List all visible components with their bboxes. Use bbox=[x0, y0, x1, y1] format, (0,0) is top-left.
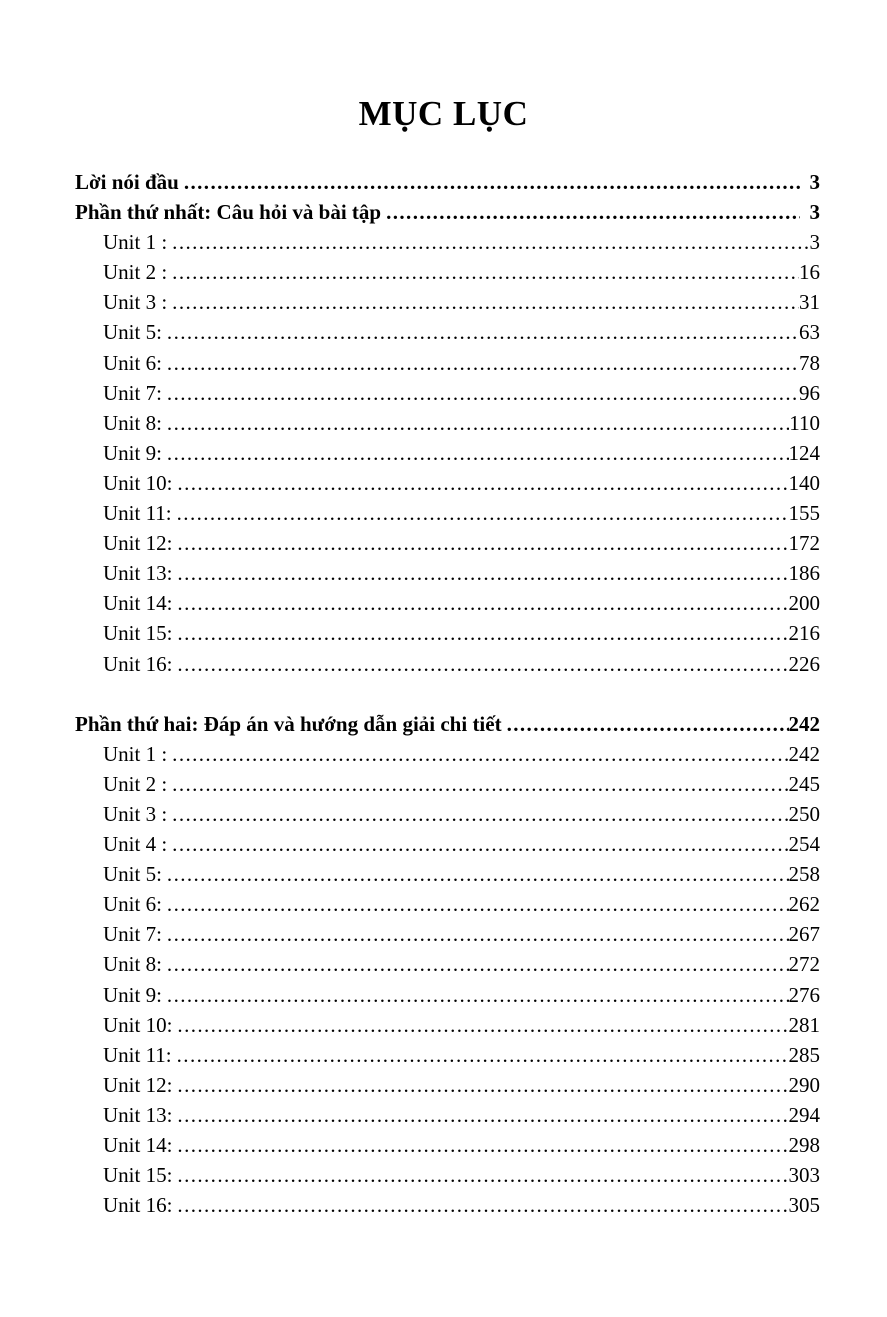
toc-entry-label: Unit 6: bbox=[103, 350, 162, 375]
dot-leader bbox=[172, 829, 788, 859]
dot-leader bbox=[172, 287, 799, 317]
toc-entry bbox=[75, 859, 820, 889]
toc-entry-page: 96 bbox=[799, 380, 820, 405]
toc-entry-page: 305 bbox=[788, 1193, 820, 1218]
toc-entry bbox=[75, 257, 820, 287]
toc-entry bbox=[75, 1100, 820, 1130]
dot-leader bbox=[167, 980, 789, 1010]
toc-entry-page: 242 bbox=[788, 741, 820, 766]
toc-entry bbox=[75, 919, 820, 949]
dot-leader bbox=[172, 739, 788, 769]
dot-leader bbox=[177, 1160, 788, 1190]
toc-entry-label: Lời nói đầu bbox=[75, 170, 179, 194]
dot-leader bbox=[167, 919, 789, 949]
toc-entry bbox=[75, 558, 820, 588]
dot-leader bbox=[177, 649, 788, 679]
toc-entry-page: 3 bbox=[809, 200, 820, 225]
toc bbox=[75, 167, 820, 1220]
toc-entry-page: 155 bbox=[788, 501, 820, 526]
toc-entry-label: Phần thứ nhất: Câu hỏi và bài tập bbox=[75, 200, 382, 225]
toc-entry-label: Unit 8: bbox=[103, 410, 162, 435]
toc-entry bbox=[75, 709, 820, 739]
toc-section-gap bbox=[75, 679, 820, 709]
toc-entry-page: 262 bbox=[788, 892, 820, 917]
dot-leader bbox=[507, 709, 789, 739]
toc-entry bbox=[75, 1190, 820, 1220]
toc-entry-label: Unit 14: bbox=[103, 591, 173, 616]
dot-leader bbox=[172, 799, 788, 829]
toc-entry-page: 63 bbox=[799, 320, 820, 345]
toc-entry-page: 140 bbox=[788, 470, 820, 495]
toc-entry-label: Unit 5: bbox=[103, 862, 162, 887]
toc-entry-page: 250 bbox=[788, 801, 820, 826]
dot-leader bbox=[167, 949, 789, 979]
toc-entry-page: 276 bbox=[788, 982, 820, 1007]
toc-entry-label: Phần thứ hai: Đáp án và hướng dẫn giải chi tiết bbox=[75, 711, 502, 736]
toc-entry-label: Unit 4 : bbox=[103, 832, 168, 857]
toc-entry bbox=[75, 829, 820, 859]
toc-entry-page: 172 bbox=[788, 531, 820, 556]
toc-entry bbox=[75, 799, 820, 829]
toc-entry bbox=[75, 348, 820, 378]
toc-entry bbox=[75, 1160, 820, 1190]
dot-leader bbox=[177, 1190, 788, 1220]
toc-entry-page: 303 bbox=[788, 1163, 820, 1188]
toc-entry-page: 110 bbox=[789, 410, 820, 435]
toc-entry-label: Unit 15: bbox=[103, 621, 173, 646]
toc-entry-page: 78 bbox=[799, 350, 820, 375]
toc-entry bbox=[75, 769, 820, 799]
dot-leader bbox=[167, 859, 789, 889]
page-title: MỤC LỤC bbox=[358, 94, 529, 133]
toc-entry-page: 124 bbox=[788, 440, 820, 465]
toc-entry bbox=[75, 528, 820, 558]
toc-entry-label: Unit 16: bbox=[103, 1193, 173, 1218]
toc-entry bbox=[75, 949, 820, 979]
dot-leader bbox=[167, 317, 799, 347]
toc-entry bbox=[75, 498, 820, 528]
toc-entry-label: Unit 7: bbox=[103, 922, 162, 947]
dot-leader bbox=[167, 378, 799, 408]
toc-entry-page: 267 bbox=[788, 922, 820, 947]
toc-entry-label: Unit 14: bbox=[103, 1133, 173, 1157]
dot-leader bbox=[177, 498, 789, 528]
toc-entry-page: 242 bbox=[788, 711, 820, 736]
toc-entry-label: Unit 10: bbox=[103, 470, 173, 495]
dot-leader bbox=[177, 1010, 788, 1040]
toc-entry-page: 3 bbox=[809, 230, 820, 255]
dot-leader bbox=[386, 197, 799, 227]
dot-leader bbox=[177, 528, 788, 558]
toc-entry bbox=[75, 618, 820, 648]
dot-leader bbox=[177, 588, 788, 618]
toc-entry bbox=[75, 408, 820, 438]
toc-entry bbox=[75, 317, 820, 347]
toc-entry bbox=[75, 1040, 820, 1070]
toc-entry-label: Unit 6: bbox=[103, 892, 162, 917]
toc-entry-page: 16 bbox=[799, 260, 820, 285]
toc-entry bbox=[75, 1130, 820, 1160]
toc-entry-page: 31 bbox=[799, 290, 820, 315]
toc-entry-page: 281 bbox=[788, 1012, 820, 1037]
toc-entry-label: Unit 16: bbox=[103, 651, 173, 676]
dot-leader bbox=[177, 558, 788, 588]
toc-entry-page: 272 bbox=[788, 952, 820, 977]
toc-entry-label: Unit 11: bbox=[103, 501, 172, 526]
toc-entry-page: 3 bbox=[809, 170, 820, 194]
dot-leader bbox=[172, 769, 788, 799]
dot-leader bbox=[177, 1070, 788, 1100]
toc-entry bbox=[75, 227, 820, 257]
toc-entry bbox=[75, 167, 820, 197]
toc-entry-label: Unit 3 : bbox=[103, 290, 168, 315]
toc-entry-label: Unit 2 : bbox=[103, 260, 168, 285]
toc-entry bbox=[75, 889, 820, 919]
dot-leader bbox=[177, 1100, 788, 1130]
toc-entry-page: 186 bbox=[788, 561, 820, 586]
toc-entry-label: Unit 13: bbox=[103, 1102, 173, 1127]
toc-entry-label: Unit 9: bbox=[103, 982, 162, 1007]
toc-entry bbox=[75, 1010, 820, 1040]
dot-leader bbox=[184, 167, 800, 197]
toc-entry-label: Unit 1 : bbox=[103, 741, 168, 766]
toc-entry-page: 245 bbox=[788, 771, 820, 796]
toc-entry-label: Unit 8: bbox=[103, 952, 162, 977]
dot-leader bbox=[167, 408, 789, 438]
toc-entry-label: Unit 13: bbox=[103, 561, 173, 586]
dot-leader bbox=[167, 889, 789, 919]
toc-entry-page: 290 bbox=[788, 1072, 820, 1097]
dot-leader bbox=[177, 468, 788, 498]
toc-entry-page: 216 bbox=[788, 621, 820, 646]
toc-entry bbox=[75, 980, 820, 1010]
toc-entry-label: Unit 3 : bbox=[103, 801, 168, 826]
toc-entry bbox=[75, 588, 820, 618]
toc-entry-page: 200 bbox=[788, 591, 820, 616]
toc-entry bbox=[75, 468, 820, 498]
toc-entry-page: 226 bbox=[788, 651, 820, 676]
toc-entry bbox=[75, 739, 820, 769]
toc-entry-label: Unit 10: bbox=[103, 1012, 173, 1037]
toc-entry bbox=[75, 649, 820, 679]
toc-entry-page: 254 bbox=[788, 832, 820, 857]
dot-leader bbox=[177, 618, 788, 648]
dot-leader bbox=[167, 348, 799, 378]
toc-entry-label: Unit 2 : bbox=[103, 771, 168, 796]
toc-entry bbox=[75, 287, 820, 317]
toc-entry bbox=[75, 197, 820, 227]
dot-leader bbox=[177, 1130, 788, 1160]
toc-entry-page: 294 bbox=[788, 1102, 820, 1127]
toc-entry-label: Unit 11: bbox=[103, 1042, 172, 1067]
dot-leader bbox=[172, 257, 799, 287]
toc-entry-label: Unit 9: bbox=[103, 440, 162, 465]
toc-entry bbox=[75, 438, 820, 468]
toc-entry-label: Unit 1 : bbox=[103, 230, 168, 255]
dot-leader bbox=[167, 438, 789, 468]
toc-entry bbox=[75, 378, 820, 408]
toc-entry-label: Unit 7: bbox=[103, 380, 162, 405]
dot-leader bbox=[172, 227, 809, 257]
toc-entry-page: 285 bbox=[788, 1042, 820, 1067]
toc-entry-label: Unit 12: bbox=[103, 531, 173, 556]
dot-leader bbox=[177, 1040, 789, 1070]
toc-entry-label: Unit 12: bbox=[103, 1072, 173, 1097]
toc-entry bbox=[75, 1070, 820, 1100]
toc-entry-label: Unit 5: bbox=[103, 320, 162, 345]
toc-entry-label: Unit 15: bbox=[103, 1163, 173, 1188]
toc-entry-page: 298 bbox=[788, 1133, 820, 1157]
toc-entry-page: 258 bbox=[788, 862, 820, 887]
